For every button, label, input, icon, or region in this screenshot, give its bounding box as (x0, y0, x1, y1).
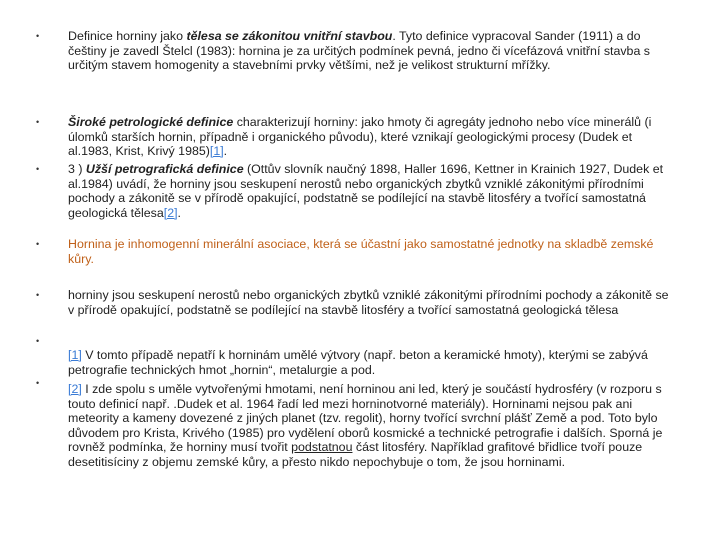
footnote-link-2[interactable]: [2] (163, 205, 178, 220)
bullet-text: horniny jsou seskupení nerostů nebo organických zbytků vzniklé zákonitými přírodními pochody a zákonitě se v přírodě opakující, podstatně se podílející na stavbě litosféry a tvořící samostatná geologická tělesa (68, 288, 669, 317)
emphasis: Široké petrologické definice (68, 115, 234, 129)
bullet-marker: • (36, 117, 40, 127)
footnote-ref-1[interactable]: [1] (68, 348, 82, 362)
bullet-item-broad-definition (36, 115, 676, 159)
bullet-text: 3 ) Užší petrografická definice (Ottův slovník naučný 1898, Haller 1696, Kettner in Krainich 1927, Dudek et al.1984) uvádí, že horniny jsou seskupení nerostů nebo organických zbytků vzniklé zákonitými přírodními pochody a zákonitě se v přírodě opakující, podstatně se podílející na stavbě litosféry a tvořící samostatná geologická tělesa[2]. (68, 162, 664, 220)
bullet-item-rocks-summary (36, 288, 676, 317)
bullet-marker: • (36, 336, 40, 346)
bullet-text: Hornina je inhomogenní minerální asociace, která se účastní jako samostatné jednotky na skladbě zemské kůry. (68, 237, 654, 266)
bullet-marker: • (36, 378, 40, 388)
bullet-marker: • (36, 290, 40, 300)
bullet-marker: • (36, 164, 40, 174)
bullet-text: Definice horniny jako tělesa se zákonitou vnitřní stavbou. Tyto definice vypracoval Sander (1911) a do češtiny je zavedl Štelcl (1983): hornina je za určitých podmínek pevná, jedno či vícefázová vnitřní stavba s určitým stavem homogenity a stavebními prvky většími, než je velikost strukturní mřížky. (68, 29, 650, 72)
bullet-marker: • (36, 239, 40, 249)
footnote-2 (36, 378, 676, 469)
bullet-item-rock-definition (36, 29, 676, 73)
bullet-text: Široké petrologické definice charakterizují horniny: jako hmoty či agregáty jednoho nebo více minerálů (i úlomků starších hornin, případně i organického původu), které vznikají geologickými procesy (Dudek et al.1983, Krist, Krivý 1985)[1]. (68, 115, 652, 158)
underlined-word: podstatnou (291, 440, 353, 454)
footnote-text: [1] V tomto případě nepatří k horninám umělé výtvory (např. beton a keramické hmoty), kterými se zabývá petrografie technických hmot „hornin“, metalurgie a pod. (68, 348, 648, 377)
footnote-link-1[interactable]: [1] (209, 144, 224, 158)
footnote-text: [2] I zde spolu s uměle vytvořenými hmotami, není horninou ani led, který je součástí hydrosféry (v rozporu s touto definicí např. .Dudek et al. 1964 řadí led mezi horninotvorné materiály). Horninami nejsou pak ani meteority a kameny dovezené z jiných planet (tzv. regolit), horny tvořící svrchní plášť Země a pod. Toto bylo důvodem pro Krista, Krivého (1985) pro vydělení oborů kosmické a technické petrografie i dalších. Sporná je rovněž podmínka, že horniny musí tvořit podstatnou část litosféry. Například grafitové břidlice tvoří pouze desetitisíciny z objemu zemské kůry, a přesto nikdo nepochybuje o tom, že jsou horninami. (68, 382, 663, 469)
bullet-marker: • (36, 31, 40, 41)
footnote-ref-2[interactable]: [2] (68, 382, 82, 396)
emphasis: tělesa se zákonitou vnitřní stavbou (186, 29, 393, 43)
footnote-1 (36, 348, 676, 377)
bullet-item-inhomogeneous (36, 237, 676, 266)
bullet-item-narrow-definition (36, 162, 676, 220)
emphasis: Užší petrografická definice (85, 162, 244, 176)
